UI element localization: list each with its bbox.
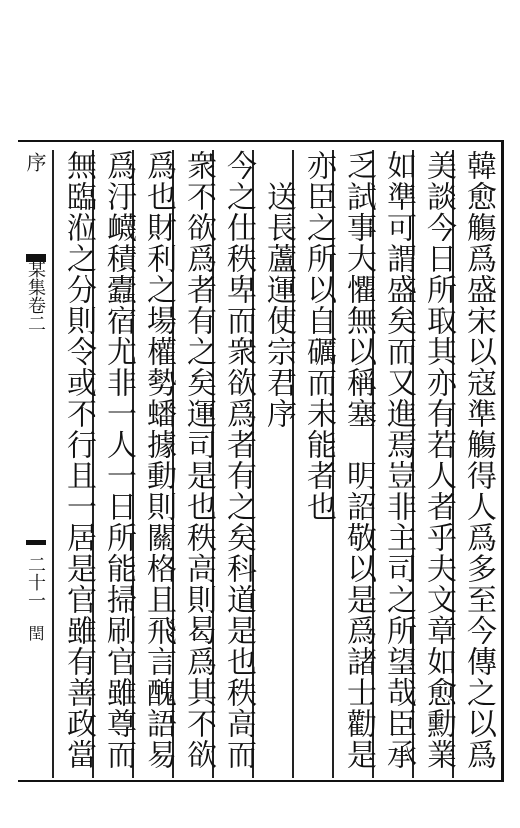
text-column-11: 無臨涖之分則令或不行且一居是官雖有善政當 — [61, 150, 96, 770]
text-column-4: 乏試事大懼無以稱塞 明詔敬以是爲諸士勸是 — [341, 150, 376, 770]
column-rule — [52, 150, 54, 778]
section-title: 送長蘆運使宗君序 — [261, 150, 296, 429]
text-column-7: 今之仕秩卑而衆欲爲者有之矣科道是也秩高而 — [221, 150, 256, 770]
text-column-10: 爲汙衊積蠹宿尤非一人一日所能掃刷官雖尊而 — [101, 150, 136, 770]
margin-strip — [22, 150, 50, 778]
margin-title: 序 — [23, 152, 47, 172]
margin-page-number: 二十一 — [25, 555, 46, 609]
text-column-2: 美談今日所取其亦有若人者乎夫文章如愈勳業 — [421, 150, 456, 770]
text-column-8: 衆不欲爲者有之矣運司是也秩高則曷爲其不欲 — [181, 150, 216, 770]
text-column-1: 韓愈觴爲盛宋以寇準觴得人爲多至今傳之以爲 — [461, 150, 496, 770]
margin-seal-char: 閏 — [26, 625, 45, 641]
text-column-3: 如準可謂盛矣而又進焉豈非主司之所望哉臣承 — [381, 150, 416, 770]
fishtail-mark-lower — [26, 540, 46, 545]
margin-volume-label: 某集卷二 — [25, 260, 46, 332]
text-column-5: 亦臣之所以自礪而未能者也 — [301, 150, 336, 522]
text-column-9: 爲也財利之場權勢蟠據動則關格且飛言醜語易 — [141, 150, 176, 770]
